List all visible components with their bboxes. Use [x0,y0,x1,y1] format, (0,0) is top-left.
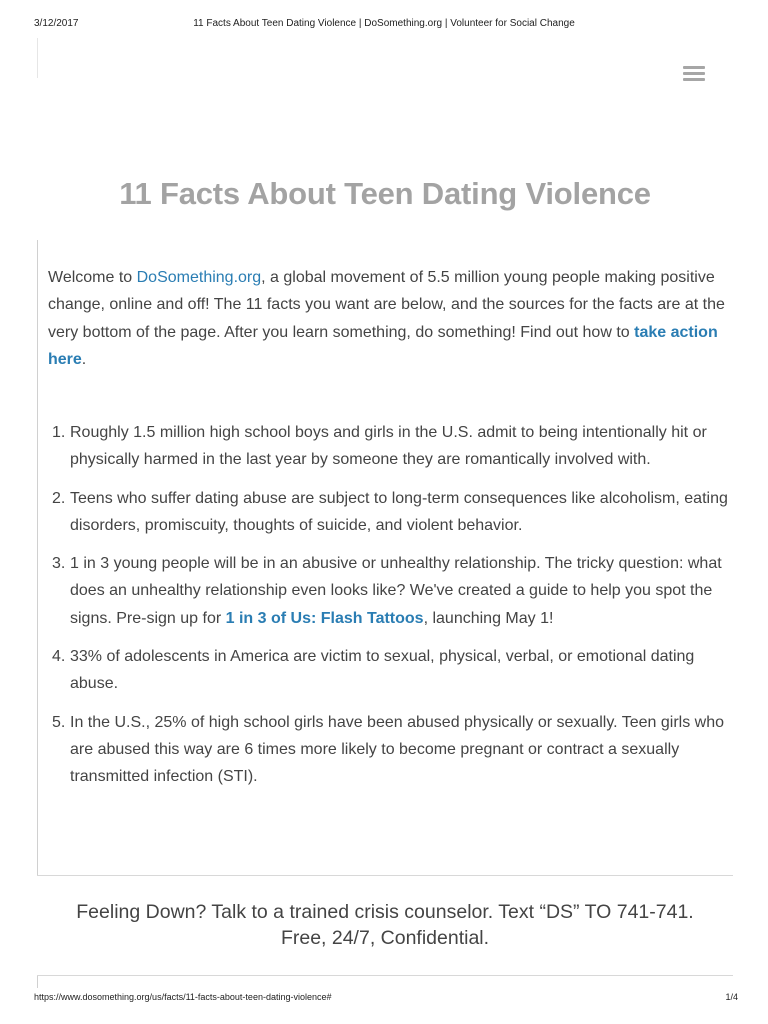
print-header [0,18,768,32]
intro-text-start: Welcome to [48,269,137,286]
fact-number: 5. [52,713,66,731]
content-border-top [37,38,38,78]
print-page-title: 11 Facts About Teen Dating Violence | DoSomething.org | Volunteer for Social Change [193,18,575,29]
fact-number: 1. [52,424,66,441]
take-action-link[interactable]: take action here [48,323,718,368]
crisis-divider-top [37,875,733,876]
fact-text: In the U.S., 25% of high school girls have been abused physically or sexually. Teen girls who are abused this way are 6 times more likely to become pregnant or contract a sexually transmitted infection (STI). [70,713,724,786]
dosomething-link[interactable]: DoSomething.org [136,269,262,286]
fact-number: 4. [52,648,66,666]
intro-paragraph [48,264,728,373]
fact-item [48,709,728,791]
intro-text-middle: , a global movement of 5.5 million young people making positive change, online and off! The 11 facts you want are below, and the sources for the facts are at the very bottom of the page. After you learn something, do something! Find out how to [48,269,725,341]
fact-text-end: , launching May 1! [423,609,554,627]
fact-text: Roughly 1.5 million high school boys and girls in the U.S. admit to being intentionally hit or physically harmed in the last year by someone they are romantically involved with. [70,424,707,469]
fact-item [48,485,728,540]
crisis-line-1: Feeling Down? Talk to a trained crisis counselor. Text “DS” TO 741-741. [76,901,694,923]
print-date: 3/12/2017 [34,18,79,29]
fact-text: 33% of adolescents in America are victim to sexual, physical, verbal, or emotional dating abuse. [70,648,695,693]
print-footer [0,992,768,1006]
fact-number: 2. [52,489,66,507]
content-border-bottom [37,976,38,988]
fact-number: 3. [52,555,66,573]
crisis-banner [38,899,732,951]
facts-list [48,419,728,802]
fact-item [48,643,728,698]
fact-item [48,419,728,474]
fact-item [48,550,728,632]
page-title: 11 Facts About Teen Dating Violence [119,176,651,211]
flash-tattoos-link[interactable]: 1 in 3 of Us: Flash Tattoos [225,609,424,627]
print-page-number: 1/4 [725,992,738,1002]
content-border-left [37,240,38,875]
crisis-divider-bottom [37,975,733,976]
crisis-line-2: Free, 24/7, Confidential. [280,927,490,949]
fact-text: 1 in 3 young people will be in an abusive or unhealthy relationship. The tricky question: what does an unhealthy relationship even looks like? We've created a guide to help you spot the signs. Pre-sign up for [70,555,722,627]
intro-text-end: . [81,350,87,368]
hamburger-menu-icon[interactable] [683,66,707,84]
fact-text: Teens who suffer dating abuse are subject to long-term consequences like alcoholism, eating disorders, promiscuity, thoughts of suicide, and violent behavior. [70,489,728,534]
print-url: https://www.dosomething.org/us/facts/11-facts-about-teen-dating-violence# [34,992,332,1002]
